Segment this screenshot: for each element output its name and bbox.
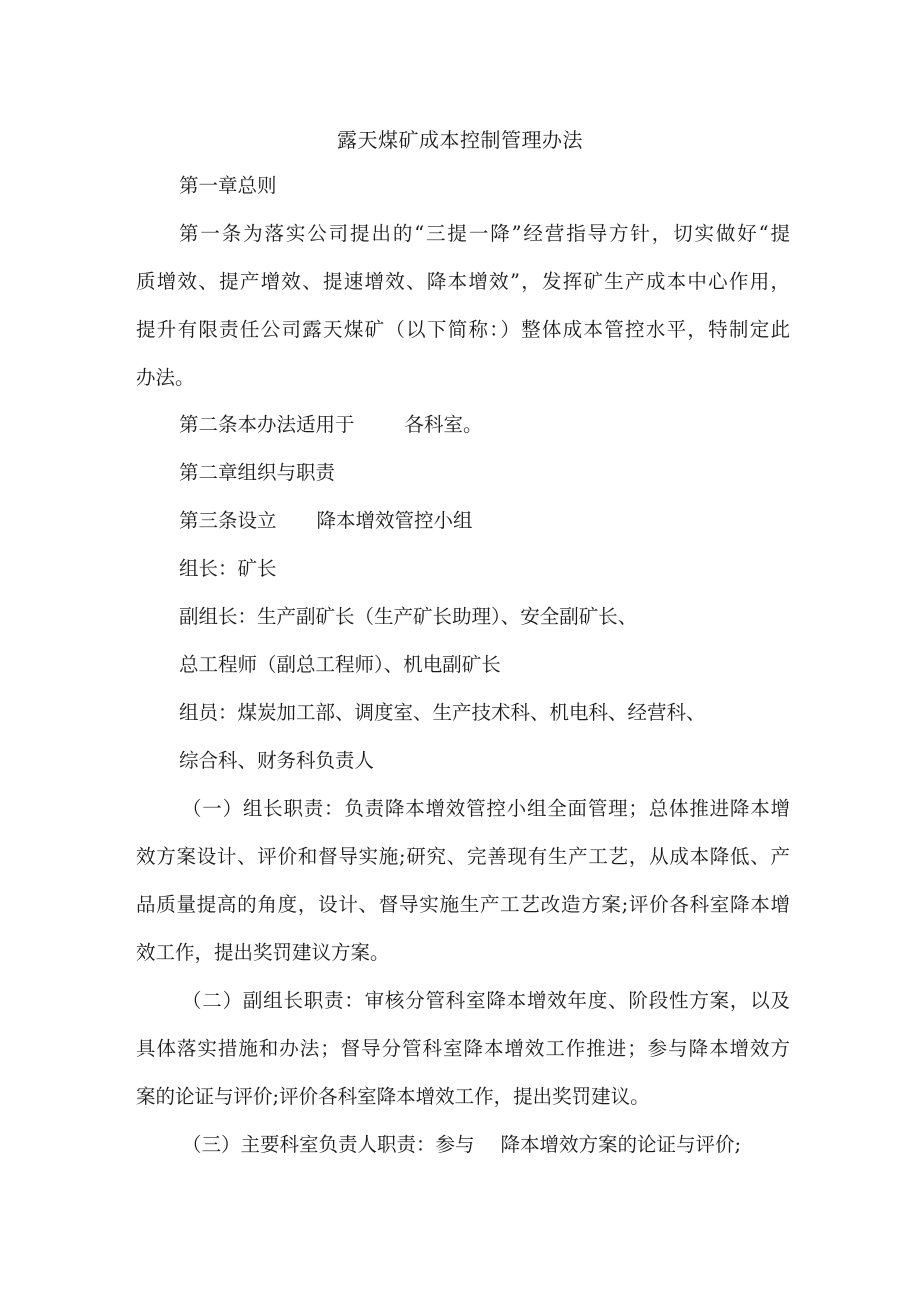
members-line-1: 组员：煤炭加工部、调度室、生产技术科、机电科、经营科、 (179, 701, 706, 724)
article-2-text-a: 第二条本办法适用于 (179, 413, 355, 436)
duty-3-line-1 (182, 1131, 741, 1159)
duty-2-line-2: 具体落实措施和办法；督导分管科室降本增效工作推进；参与降本增效方 (136, 1037, 790, 1060)
members-line-2: 综合科、财务科负责人 (179, 749, 375, 772)
duty-1-line-3: 品质量提高的角度，设计、督导实施生产工艺改造方案;评价各科室降本增 (136, 893, 790, 916)
article-1-line-2: 质增效、提产增效、提速增效、降本增效”，发挥矿生产成本中心作用， (136, 270, 790, 293)
duty-3-text-a: （三）主要科室负责人职责：参与 (182, 1133, 475, 1156)
duty-1-line-4: 效工作，提出奖罚建议方案。 (136, 941, 390, 964)
group-leader: 组长：矿长 (179, 557, 277, 580)
article-1-line-1: 第一条为落实公司提出的“三提一降”经营指导方针，切实做好“提 (179, 222, 790, 245)
duty-1-line-2: 效方案设计、评价和督导实施;研究、完善现有生产工艺，从成本降低、产 (136, 845, 790, 868)
article-3-text-b: 降本增效管控小组 (316, 509, 473, 532)
deputy-leader-line-1: 副组长：生产副矿长（生产矿长助理）、安全副矿长、 (179, 605, 638, 628)
document-title: 露天煤矿成本控制管理办法 (337, 128, 583, 152)
duty-1-line-1: （一）组长职责：负责降本增效管控小组全面管理；总体推进降本增 (182, 797, 790, 820)
duty-3-text-b: 降本增效方案的论证与评价; (500, 1133, 742, 1156)
chapter-2-heading: 第二章组织与职责 (179, 461, 336, 484)
article-3 (179, 507, 473, 535)
deputy-leader-line-2: 总工程师（副总工程师）、机电副矿长 (179, 653, 501, 676)
article-2 (179, 411, 483, 439)
duty-2-line-1: （二）副组长职责：审核分管科室降本增效年度、阶段性方案，以及 (182, 989, 790, 1012)
article-2-text-b: 各科室。 (404, 413, 483, 436)
duty-2-line-3: 案的论证与评价;评价各科室降本增效工作，提出奖罚建议。 (136, 1085, 650, 1108)
article-1-line-4: 办法。 (136, 366, 195, 389)
article-3-text-a: 第三条设立 (179, 509, 277, 532)
article-1-line-3: 提升有限责任公司露天煤矿（以下简称：）整体成本管控水平，特制定此 (136, 318, 790, 341)
chapter-1-heading: 第一章总则 (179, 174, 277, 197)
